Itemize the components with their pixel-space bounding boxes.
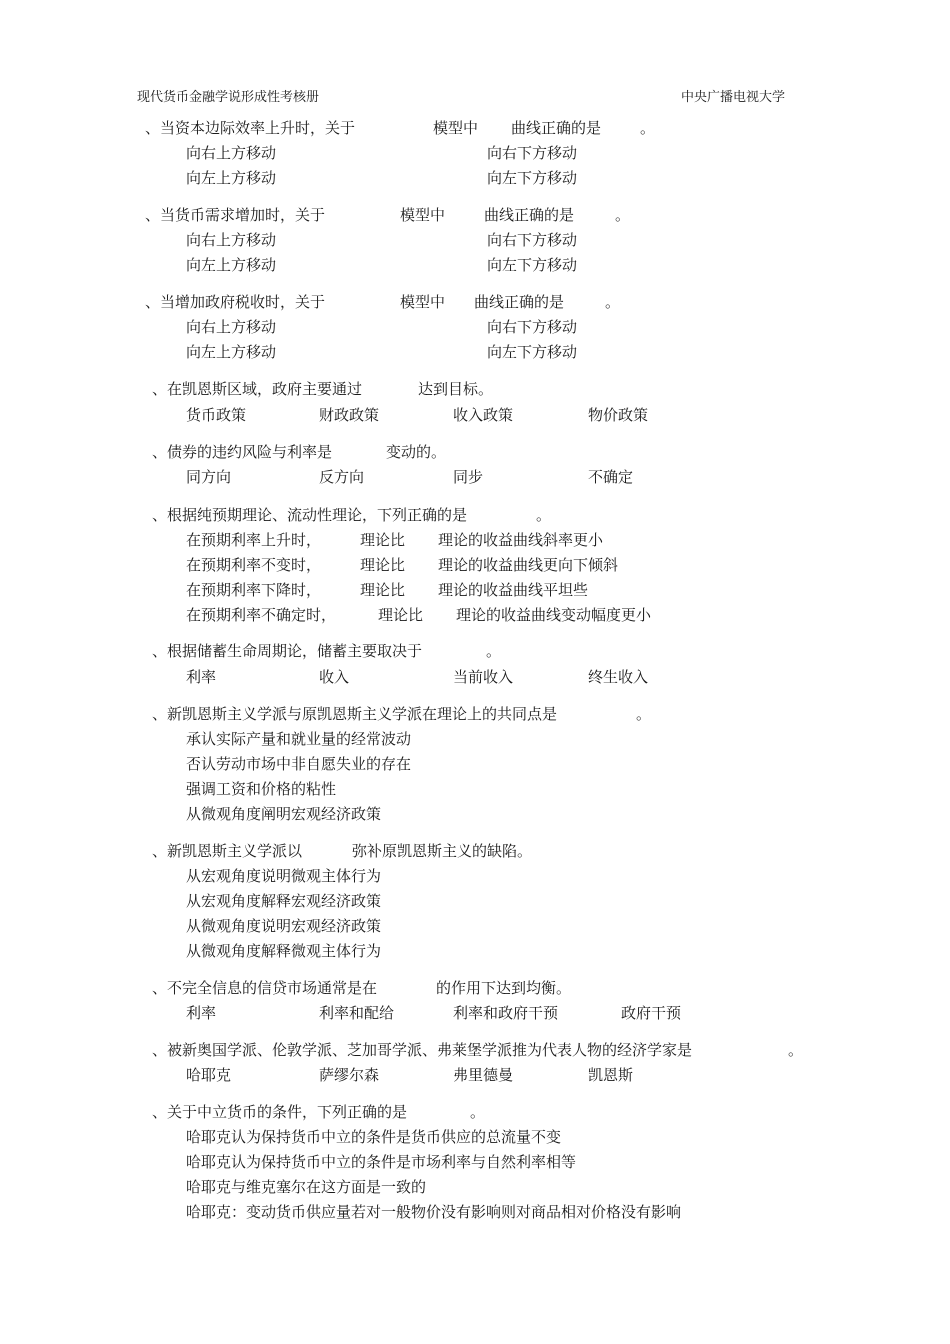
question-12-option-b: 哈耶克认为保持货币中立的条件是市场利率与自然利率相等 bbox=[186, 1153, 577, 1171]
question-6-option-c-part2: 理论比 bbox=[360, 581, 406, 599]
question-4-option-c: 收入政策 bbox=[453, 406, 514, 424]
question-12-option-a: 哈耶克认为保持货币中立的条件是货币供应的总流量不变 bbox=[186, 1128, 562, 1146]
question-4-stem-part1: 、在凯恩斯区域，政府主要通过 bbox=[152, 380, 363, 398]
question-2-stem-part4: 。 bbox=[615, 206, 631, 224]
question-3-stem-part3: 曲线正确的是 bbox=[474, 293, 565, 311]
question-2-stem-part2: 模型中 bbox=[400, 206, 446, 224]
question-8-stem-part2: 。 bbox=[636, 705, 652, 723]
question-10-stem-part1: 、不完全信息的信贷市场通常是在 bbox=[152, 979, 378, 997]
question-1-option-c: 向左上方移动 bbox=[186, 169, 277, 187]
question-7-option-b: 收入 bbox=[319, 668, 350, 686]
question-1-option-b: 向右下方移动 bbox=[487, 144, 578, 162]
question-8-option-a: 承认实际产量和就业量的经常波动 bbox=[186, 730, 412, 748]
question-3-option-d: 向左下方移动 bbox=[487, 343, 578, 361]
question-4-option-d: 物价政策 bbox=[588, 406, 649, 424]
question-9-option-d: 从微观角度解释微观主体行为 bbox=[186, 942, 382, 960]
question-6-option-d-part2: 理论比 bbox=[378, 606, 424, 624]
question-5-option-c: 同步 bbox=[453, 468, 484, 486]
question-6-stem-part2: 。 bbox=[536, 506, 552, 524]
question-4-stem-part2: 达到目标。 bbox=[418, 380, 494, 398]
question-7-option-c: 当前收入 bbox=[453, 668, 514, 686]
question-4-option-b: 财政政策 bbox=[319, 406, 380, 424]
question-6-stem-part1: 、根据纯预期理论、流动性理论，下列正确的是 bbox=[152, 506, 468, 524]
question-4-option-a: 货币政策 bbox=[186, 406, 247, 424]
question-1-option-a: 向右上方移动 bbox=[186, 144, 277, 162]
question-9-stem-part2: 弥补原凯恩斯主义的缺陷。 bbox=[352, 842, 533, 860]
question-2-stem-part3: 曲线正确的是 bbox=[484, 206, 575, 224]
question-10-option-c: 利率和政府干预 bbox=[453, 1004, 559, 1022]
question-11-option-c: 弗里德曼 bbox=[453, 1066, 514, 1084]
question-10-option-d: 政府干预 bbox=[621, 1004, 682, 1022]
question-7-stem-part2: 。 bbox=[486, 642, 502, 660]
question-12-option-c: 哈耶克与维克塞尔在这方面是一致的 bbox=[186, 1178, 427, 1196]
question-11-option-b: 萨缪尔森 bbox=[319, 1066, 380, 1084]
question-11-stem-part2: 。 bbox=[788, 1041, 804, 1059]
question-5-stem-part2: 变动的。 bbox=[386, 443, 447, 461]
question-2-stem-part1: 、当货币需求增加时，关于 bbox=[145, 206, 326, 224]
question-7-option-d: 终生收入 bbox=[588, 668, 649, 686]
question-8-option-c: 强调工资和价格的粘性 bbox=[186, 780, 337, 798]
question-3-stem-part1: 、当增加政府税收时，关于 bbox=[145, 293, 326, 311]
question-5-option-d: 不确定 bbox=[588, 468, 634, 486]
question-3-stem-part4: 。 bbox=[605, 293, 621, 311]
question-6-option-b-part2: 理论比 bbox=[360, 556, 406, 574]
question-6-option-d-part1: 在预期利率不确定时， bbox=[186, 606, 337, 624]
question-6-option-d-part3: 理论的收益曲线变动幅度更小 bbox=[456, 606, 652, 624]
question-6-option-a-part1: 在预期利率上升时， bbox=[186, 531, 322, 549]
question-10-option-b: 利率和配给 bbox=[319, 1004, 395, 1022]
question-3-option-b: 向右下方移动 bbox=[487, 318, 578, 336]
document-header-institution: 中央广播电视大学 bbox=[681, 90, 786, 105]
question-6-option-c-part1: 在预期利率下降时， bbox=[186, 581, 322, 599]
document-header-title: 现代货币金融学说形成性考核册 bbox=[137, 90, 320, 105]
question-1-option-d: 向左下方移动 bbox=[487, 169, 578, 187]
question-11-option-a: 哈耶克 bbox=[186, 1066, 232, 1084]
question-6-option-b-part1: 在预期利率不变时， bbox=[186, 556, 322, 574]
question-12-stem-part2: 。 bbox=[470, 1103, 486, 1121]
question-2-option-b: 向右下方移动 bbox=[487, 231, 578, 249]
question-2-option-a: 向右上方移动 bbox=[186, 231, 277, 249]
question-8-option-b: 否认劳动市场中非自愿失业的存在 bbox=[186, 755, 412, 773]
question-12-option-d: 哈耶克：变动货币供应量若对一般物价没有影响则对商品相对价格没有影响 bbox=[186, 1203, 682, 1221]
question-2-option-c: 向左上方移动 bbox=[186, 256, 277, 274]
question-3-option-a: 向右上方移动 bbox=[186, 318, 277, 336]
question-2-option-d: 向左下方移动 bbox=[487, 256, 578, 274]
question-6-option-a-part3: 理论的收益曲线斜率更小 bbox=[438, 531, 604, 549]
question-5-option-a: 同方向 bbox=[186, 468, 232, 486]
question-1-stem-part3: 曲线正确的是 bbox=[511, 119, 602, 137]
question-12-stem-part1: 、关于中立货币的条件，下列正确的是 bbox=[152, 1103, 408, 1121]
question-5-stem-part1: 、债券的违约风险与利率是 bbox=[152, 443, 333, 461]
question-10-option-a: 利率 bbox=[186, 1004, 217, 1022]
question-9-option-a: 从宏观角度说明微观主体行为 bbox=[186, 867, 382, 885]
question-3-option-c: 向左上方移动 bbox=[186, 343, 277, 361]
question-6-option-b-part3: 理论的收益曲线更向下倾斜 bbox=[438, 556, 619, 574]
question-9-stem-part1: 、新凯恩斯主义学派以 bbox=[152, 842, 303, 860]
question-8-option-d: 从微观角度阐明宏观经济政策 bbox=[186, 805, 382, 823]
question-11-option-d: 凯恩斯 bbox=[588, 1066, 634, 1084]
question-10-stem-part2: 的作用下达到均衡。 bbox=[436, 979, 572, 997]
question-7-option-a: 利率 bbox=[186, 668, 217, 686]
question-9-option-b: 从宏观角度解释宏观经济政策 bbox=[186, 892, 382, 910]
question-7-stem-part1: 、根据储蓄生命周期论，储蓄主要取决于 bbox=[152, 642, 423, 660]
question-3-stem-part2: 模型中 bbox=[400, 293, 446, 311]
question-5-option-b: 反方向 bbox=[319, 468, 365, 486]
question-11-stem-part1: 、被新奥国学派、伦敦学派、芝加哥学派、弗莱堡学派推为代表人物的经济学家是 bbox=[152, 1041, 693, 1059]
question-1-stem-part2: 模型中 bbox=[433, 119, 479, 137]
question-1-stem-part1: 、当资本边际效率上升时，关于 bbox=[145, 119, 356, 137]
question-9-option-c: 从微观角度说明宏观经济政策 bbox=[186, 917, 382, 935]
question-8-stem-part1: 、新凯恩斯主义学派与原凯恩斯主义学派在理论上的共同点是 bbox=[152, 705, 558, 723]
question-6-option-a-part2: 理论比 bbox=[360, 531, 406, 549]
question-1-stem-part4: 。 bbox=[640, 119, 656, 137]
question-6-option-c-part3: 理论的收益曲线平坦些 bbox=[438, 581, 589, 599]
